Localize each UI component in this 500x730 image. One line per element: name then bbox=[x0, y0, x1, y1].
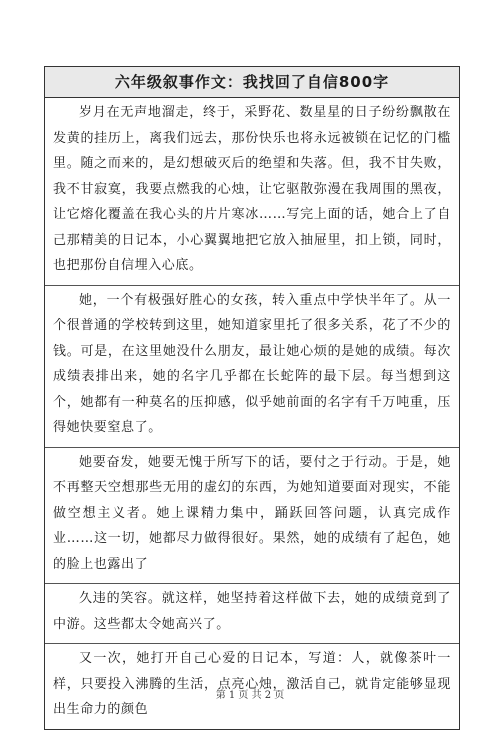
paragraph-4: 久违的笑容。就这样，她坚持着这样做下去，她的成绩竟到了中游。这些都太令她高兴了。 bbox=[45, 584, 459, 644]
paragraph-1: 岁月在无声地溜走，终于，采野花、数星星的日子纷纷飘散在发黄的挂历上，离我们远去，那份快乐也将永远被锁在记忆的门槛里。随之而来的，是幻想破灭后的绝望和失落。但，我不甘失败，我不甘寂寞，我要点燃我的心烛，让它驱散弥漫在我周围的黑夜，让它熔化覆盖在我心头的片片寒冰……写完上面的话，她合上了自己那精美的日记本，小心翼翼地把它放入抽屉里，扣上锁，同时，也把那份自信埋入心底。 bbox=[45, 98, 459, 286]
paragraph-3: 她要奋发，她要无愧于所写下的话，要付之于行动。于是，她不再整天空想那些无用的虚幻的东西，为她知道要面对现实，不能做空想主义者。她上课精力集中，踊跃回答问题，认真完成作业……这一切，她都尽力做得很好。果然，她的成绩有了起色，她的脸上也露出了 bbox=[45, 448, 459, 585]
page-number: 第 1 页 共 2 页 bbox=[215, 690, 285, 701]
document-table bbox=[44, 66, 460, 730]
document-title: 六年级叙事作文：我找回了自信800字 bbox=[45, 67, 459, 98]
paragraph-5: 又一次，她打开自己心爱的日记本，写道：人，就像茶叶一样，只要投入沸腾的生活，点亮心烛，激活自己，就肯定能够显现出生命力的颜色 bbox=[53, 651, 451, 717]
paragraph-2: 她，一个有极强好胜心的女孩，转入重点中学快半年了。从一个很普通的学校转到这里，她知道家里托了很多关系，花了不少的钱。可是，在这里她没什么朋友，最让她心烦的是她的成绩。每次成绩表排出来，她的名字几乎都在长蛇阵的最下层。每当想到这个，她都有一种莫名的压抑感，似乎她前面的名字有千万吨重，压得她快要窒息了。 bbox=[45, 286, 459, 448]
